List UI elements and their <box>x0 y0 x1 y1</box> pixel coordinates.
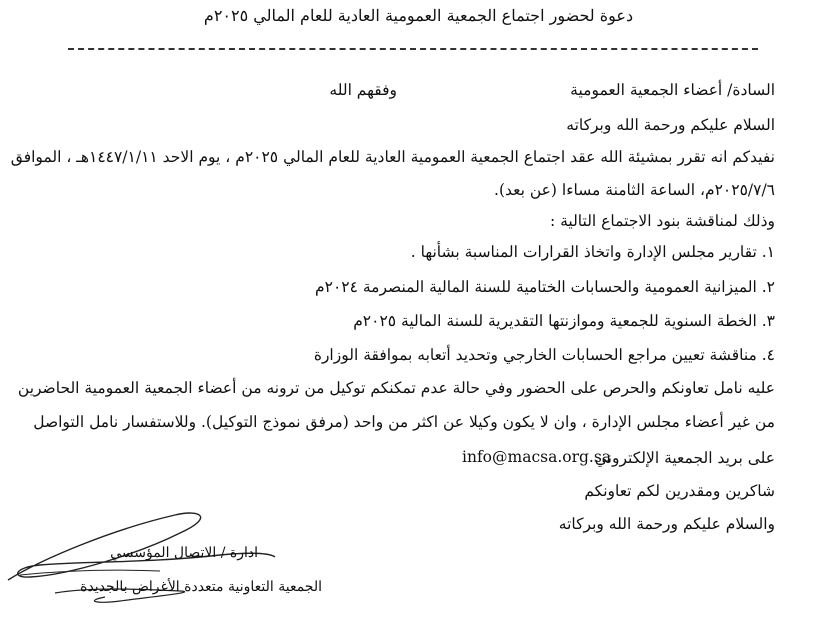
thanks-line: شاكرين ومقدرين لكم تعاونكم <box>584 482 775 500</box>
salutation-to: السادة/ أعضاء الجمعية العمومية <box>570 81 775 99</box>
page-title: دعوة لحضور اجتماع الجمعية العمومية العادية للعام المالي ٢٠٢٥م <box>203 6 634 25</box>
body-line-2: ٢٠٢٥/٧/٦م، الساعة الثامنة مساءا (عن بعد). <box>494 181 775 199</box>
agenda-item: ١. تقارير مجلس الإدارة واتخاذ القرارات المناسبة بشأنها . <box>410 243 775 261</box>
signer-department: ادارة / الاتصال المؤسسي <box>110 545 258 561</box>
body-line-1: نفيدكم انه تقرر بمشيئة الله عقد اجتماع الجمعية العمومية العادية للعام المالي ٢٠٢٥م ، يوم الاحد ١٤٤٧/١/١١هـ ، الموافق <box>10 148 775 166</box>
handwritten-signature-icon <box>0 505 330 619</box>
request-line-2: من غير أعضاء مجلس الإدارة ، وان لا يكون وكيلا عن اكثر من واحد (مرفق نموذج التوكيل). وللاستفسار نامل التواصل <box>33 413 775 431</box>
agenda-intro: وذلك لمناقشة بنود الاجتماع التالية : <box>549 212 775 230</box>
signer-organization: الجمعية التعاونية متعددة الأغراض بالجديدة <box>80 579 322 595</box>
closing-line: والسلام عليكم ورحمة الله وبركاته <box>558 515 775 533</box>
dashed-divider <box>68 48 758 50</box>
agenda-item: ٢. الميزانية العمومية والحسابات الختامية للسنة المالية المنصرمة ٢٠٢٤م <box>315 278 775 296</box>
request-line-3: على بريد الجمعية الإلكتروني <box>594 449 775 467</box>
email-address: info@macsa.org.sa <box>462 448 612 466</box>
salutation-bless: وفقهم الله <box>329 81 397 99</box>
signature-block <box>0 505 330 619</box>
agenda-item: ٣. الخطة السنوية للجمعية وموازنتها التقديرية للسنة المالية ٢٠٢٥م <box>353 312 775 330</box>
agenda-item: ٤. مناقشة تعيين مراجع الحسابات الخارجي وتحديد أتعابه بموافقة الوزارة <box>313 346 775 364</box>
request-line-1: عليه نامل تعاونكم والحرص على الحضور وفي حالة عدم تمكنكم توكيل من ترونه من أعضاء الجمعية العمومية الحاضرين <box>17 379 775 397</box>
greeting: السلام عليكم ورحمة الله وبركاته <box>566 116 775 134</box>
